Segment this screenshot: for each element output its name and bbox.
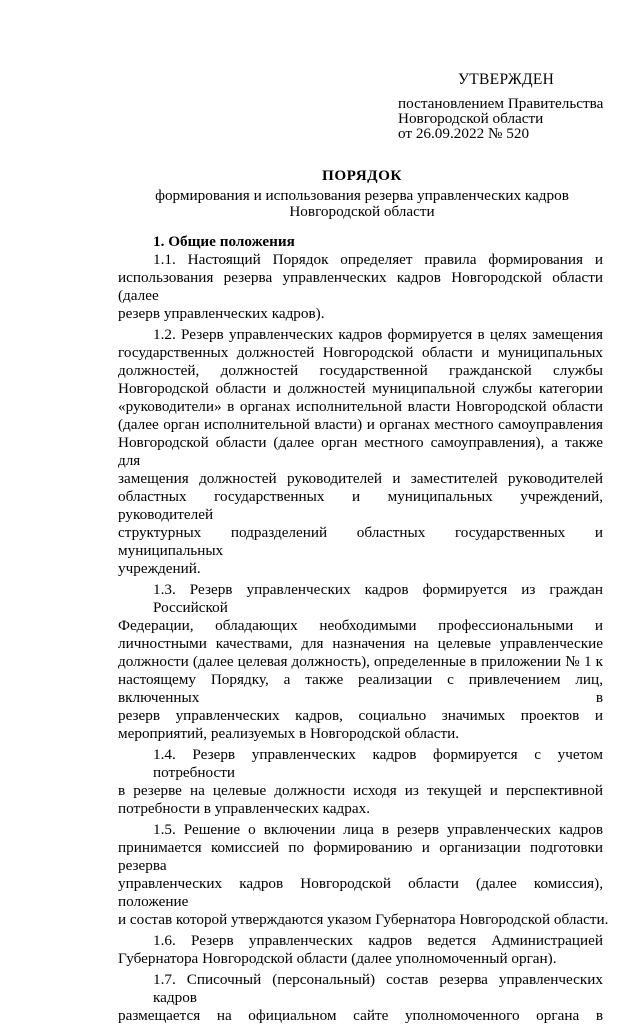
paragraph-1-7 (118, 971, 603, 1025)
text-line: резерв управленческих кадров, социально значимых проектов и (118, 707, 603, 724)
text-line: 1.4. Резерв управленческих кадров формируется с учетом потребности (153, 746, 603, 781)
text-line: резерв управленческих кадров). (118, 305, 325, 322)
text-line: в резерве на целевые должности исходя из текущей и перспективной (118, 782, 603, 799)
text-line: 1.7. Списочный (персональный) состав резерва управленческих кадров (153, 971, 603, 1006)
document-subtitle (0, 188, 640, 220)
paragraph-1-5 (118, 821, 609, 929)
text-line: Федерации, обладающих необходимыми профессиональными и (118, 617, 603, 634)
text-line: 1.1. Настоящий Порядок определяет правила формирования и (153, 251, 603, 268)
document-title: ПОРЯДОК (322, 167, 402, 184)
approval-line: постановлением Правительства (398, 95, 604, 112)
text-line: и состав которой утверждаются указом Губернатора Новгородской области. (118, 911, 609, 928)
text-line: Новгородской области и должностей муниципальной службы категории (118, 380, 603, 397)
text-line: 1.3. Резерв управленческих кадров формируется из граждан Российской (153, 581, 603, 616)
text-line: принимается комиссией по формированию и организации подготовки резерва (118, 839, 603, 874)
approval-stamp (398, 72, 628, 141)
text-line: 1.5. Решение о включении лица в резерв управленческих кадров (153, 821, 603, 838)
paragraph-1-2 (118, 326, 603, 578)
text-line: размещается на официальном сайте уполномоченного органа в (118, 1007, 603, 1024)
text-line: 1.6. Резерв управленческих кадров ведется Администрацией (153, 932, 603, 949)
paragraph-1-4 (118, 746, 603, 818)
paragraph-1-3 (118, 581, 603, 743)
paragraph-1-6 (118, 932, 603, 968)
text-line: областных государственных и муниципальных учреждений, руководителей (118, 488, 603, 523)
subtitle-line: Новгородской области (289, 203, 435, 220)
paragraph-1-1 (118, 251, 603, 323)
text-line: использования резерва управленческих кадров Новгородской области (далее (118, 269, 603, 304)
text-line: личностными качествами, для назначения на целевые управленческие (118, 635, 603, 652)
text-line: управленческих кадров Новгородской области (далее комиссия), положение (118, 875, 603, 910)
subtitle-line: формирования и использования резерва управленческих кадров (155, 187, 569, 204)
text-line: настоящему Порядку, а также реализации с привлечением лиц, включенных в (118, 671, 603, 706)
document-body (118, 233, 609, 1025)
text-line: 1.2. Резерв управленческих кадров формируется в целях замещения (153, 326, 603, 343)
text-line: учреждений. (118, 560, 201, 577)
approval-line: Новгородской области (398, 110, 544, 127)
text-line: замещения должностей руководителей и заместителей руководителей (118, 470, 603, 487)
approval-line: от 26.09.2022 № 520 (398, 125, 530, 142)
text-line: должности (далее целевая должность), определенные в приложении № 1 к (118, 653, 603, 670)
text-line: (далее орган исполнительной власти) и органах местного самоуправления (118, 416, 603, 433)
section-heading: 1. Общие положения (153, 233, 295, 250)
approval-heading: УТВЕРЖДЕН (458, 71, 555, 88)
text-line: Новгородской области (далее орган местного самоуправления), а также для (118, 434, 603, 469)
text-line: мероприятий, реализуемых в Новгородской области. (118, 725, 460, 742)
text-line: структурных подразделений областных государственных и муниципальных (118, 524, 603, 559)
text-line: «руководители» в органах исполнительной власти Новгородской области (118, 398, 603, 415)
text-line: должностей, должностей государственной гражданской службы (118, 362, 603, 379)
text-line: Губернатора Новгородской области (далее уполномоченный орган). (118, 950, 557, 967)
text-line: потребности в управленческих кадрах. (118, 800, 370, 817)
text-line: государственных должностей Новгородской области и муниципальных (118, 344, 603, 361)
